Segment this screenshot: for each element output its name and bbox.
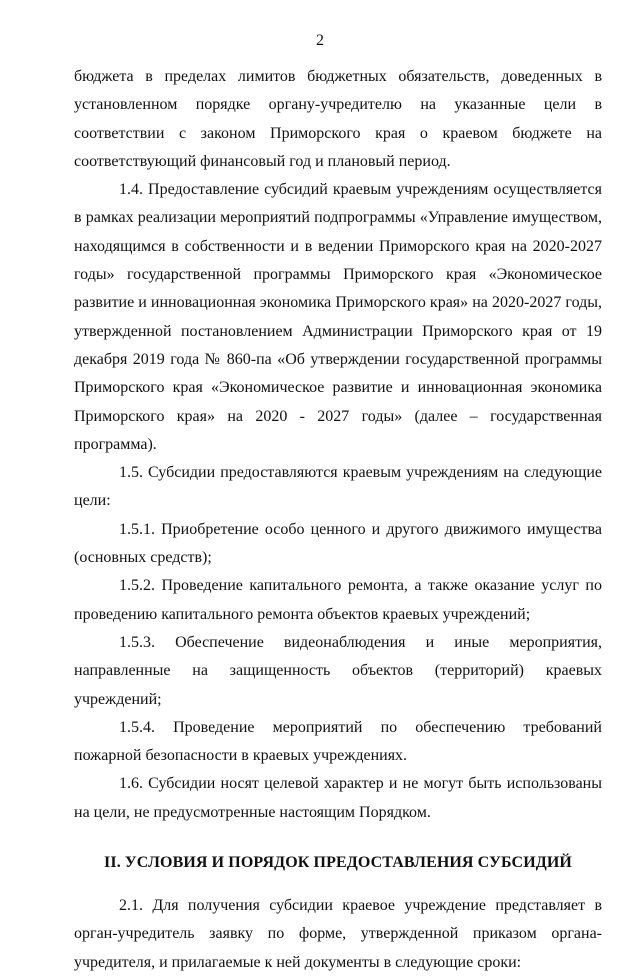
section-heading: II. УСЛОВИЯ И ПОРЯДОК ПРЕДОСТАВЛЕНИЯ СУБСИДИЙ xyxy=(104,854,572,872)
page-number: 2 xyxy=(316,32,324,49)
document-body xyxy=(74,63,602,977)
paragraph-1-4: 1.4. Предоставление субсидий краевым учреждениям осуществляется в рамках реализации мероприятий подпрограммы «Управление имуществом, находящимся в собственности и в ведении Приморского края на 2020-2027 годы» государственной программы Приморского края «Экономическое развитие и инновационная экономика Приморского края» на 2020-2027 годы, утвержденной постановлением Администрации Приморского края от 19 декабря 2019 года № 860-па «Об утверждении государственной программы Приморского края «Экономическое развитие и инновационная экономика Приморского края» на 2020 - 2027 годы» (далее – государственная программа). xyxy=(74,181,602,453)
paragraph-1-5-2: 1.5.2. Проведение капитального ремонта, а также оказание услуг по проведению капитального ремонта объектов краевых учреждений; xyxy=(74,577,602,623)
paragraph-1-6: 1.6. Субсидии носят целевой характер и не могут быть использованы на цели, не предусмотренные настоящим Порядком. xyxy=(74,775,602,821)
paragraph-1-5-1: 1.5.1. Приобретение особо ценного и другого движимого имущества (основных средств); xyxy=(74,520,602,567)
paragraph-1-5: 1.5. Субсидии предоставляются краевым учреждениям на следующие цели: xyxy=(74,464,602,510)
paragraph-1-5-3: 1.5.3. Обеспечение видеонаблюдения и иные мероприятия, направленные на защищенность объектов (территорий) краевых учреждений; xyxy=(74,633,602,708)
paragraph-2-1: 2.1. Для получения субсидии краевое учреждение представляет в орган-учредитель заявку по форме, утвержденной приказом органа-учредителя, и прилагаемые к ней документы в следующие сроки: xyxy=(74,897,602,971)
paragraph-1-5-4: 1.5.4. Проведение мероприятий по обеспечению требований пожарной безопасности в краевых учреждениях. xyxy=(74,718,602,765)
paragraph-budget-continuation: бюджета в пределах лимитов бюджетных обязательств, доведенных в установленном порядке органу-учредителю на указанные цели в соответствии с законом Приморского края о краевом бюджете на соответствующий финансовый год и плановый период. xyxy=(74,68,602,170)
